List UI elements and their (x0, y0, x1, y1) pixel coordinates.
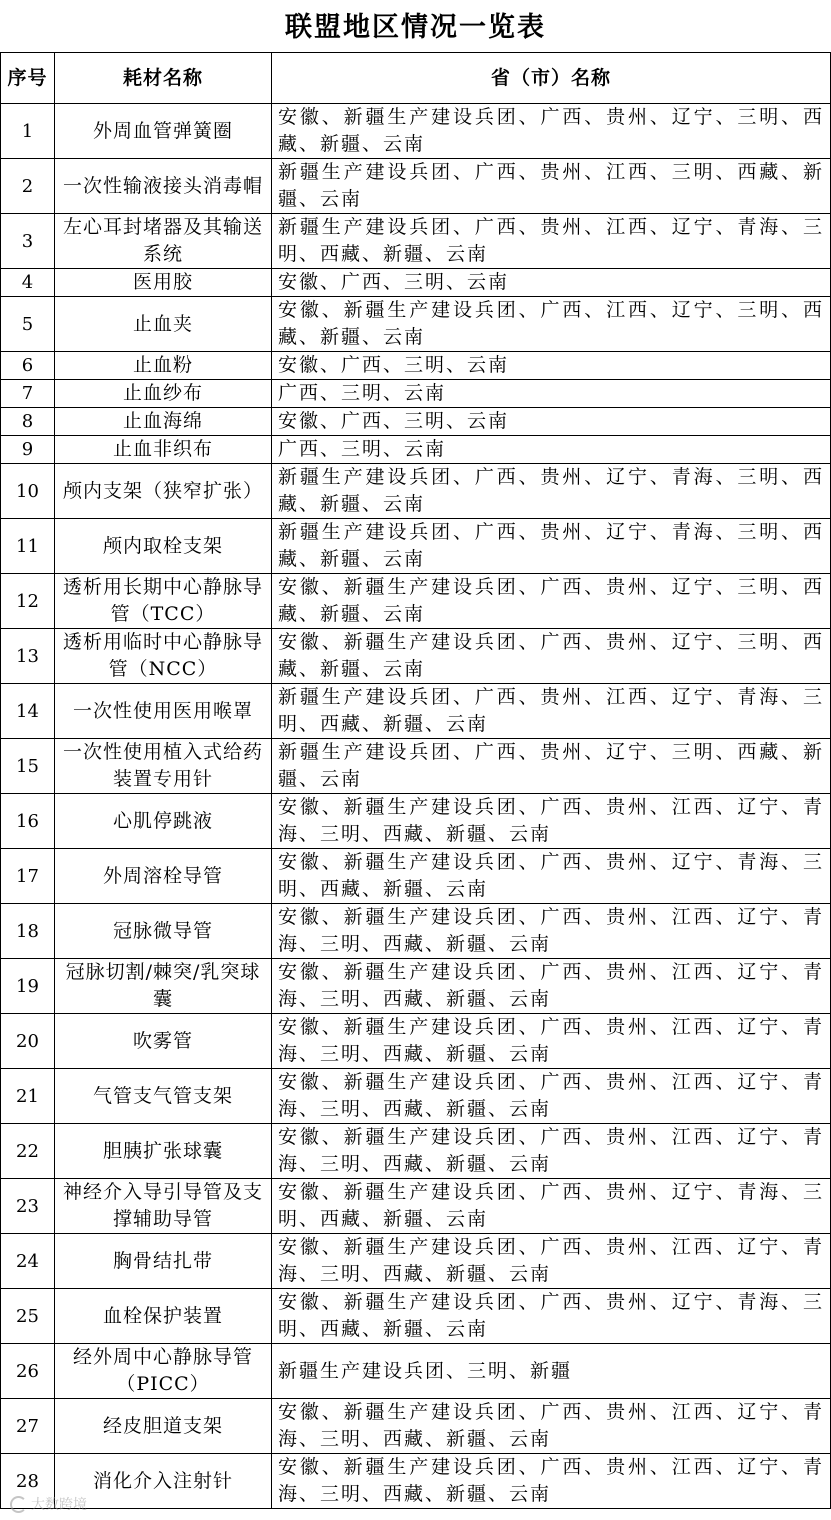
province-list: 安徽、新疆生产建设兵团、广西、贵州、江西、辽宁、青海、三明、西藏、新疆、云南 (272, 1069, 831, 1124)
province-list: 安徽、新疆生产建设兵团、广西、贵州、江西、辽宁、青海、三明、西藏、新疆、云南 (272, 1234, 831, 1289)
consumable-name: 止血海绵 (55, 408, 272, 436)
table-row (1, 1454, 831, 1509)
watermark (10, 1494, 87, 1514)
row-number: 4 (1, 269, 55, 297)
row-number: 6 (1, 352, 55, 380)
province-list: 安徽、广西、三明、云南 (272, 408, 831, 436)
consumable-name: 医用胶 (55, 269, 272, 297)
consumable-name: 神经介入导引导管及支撑辅助导管 (55, 1179, 272, 1234)
header-provinces: 省（市）名称 (272, 53, 831, 104)
table-row (1, 574, 831, 629)
consumable-name: 一次性使用医用喉罩 (55, 684, 272, 739)
table-row (1, 1399, 831, 1454)
consumable-name: 一次性使用植入式给药装置专用针 (55, 739, 272, 794)
table-row (1, 408, 831, 436)
table-row (1, 104, 831, 159)
row-number: 20 (1, 1014, 55, 1069)
consumable-name: 血栓保护装置 (55, 1289, 272, 1344)
table-row (1, 436, 831, 464)
consumable-name: 止血夹 (55, 297, 272, 352)
table-row (1, 1014, 831, 1069)
row-number: 7 (1, 380, 55, 408)
province-list: 新疆生产建设兵团、三明、新疆 (272, 1344, 831, 1399)
consumable-name: 胆胰扩张球囊 (55, 1124, 272, 1179)
row-number: 15 (1, 739, 55, 794)
row-number: 1 (1, 104, 55, 159)
watermark-text: 大数跨境 (31, 1497, 87, 1513)
row-number: 25 (1, 1289, 55, 1344)
row-number: 23 (1, 1179, 55, 1234)
province-list: 安徽、新疆生产建设兵团、广西、贵州、江西、辽宁、青海、三明、西藏、新疆、云南 (272, 1014, 831, 1069)
province-list: 安徽、新疆生产建设兵团、广西、贵州、江西、辽宁、青海、三明、西藏、新疆、云南 (272, 904, 831, 959)
consumable-name: 止血非织布 (55, 436, 272, 464)
consumable-name: 心肌停跳液 (55, 794, 272, 849)
table-row (1, 739, 831, 794)
province-list: 新疆生产建设兵团、广西、贵州、辽宁、青海、三明、西藏、新疆、云南 (272, 464, 831, 519)
table-row (1, 352, 831, 380)
province-list: 广西、三明、云南 (272, 380, 831, 408)
province-list: 安徽、新疆生产建设兵团、广西、贵州、辽宁、三明、西藏、新疆、云南 (272, 629, 831, 684)
consumable-name: 气管支气管支架 (55, 1069, 272, 1124)
table-row (1, 684, 831, 739)
table-row (1, 380, 831, 408)
row-number: 13 (1, 629, 55, 684)
region-table (0, 52, 831, 1509)
row-number: 9 (1, 436, 55, 464)
province-list: 安徽、新疆生产建设兵团、广西、江西、辽宁、三明、西藏、新疆、云南 (272, 297, 831, 352)
province-list: 安徽、新疆生产建设兵团、广西、贵州、江西、辽宁、青海、三明、西藏、新疆、云南 (272, 1399, 831, 1454)
province-list: 安徽、新疆生产建设兵团、广西、贵州、辽宁、三明、西藏、新疆、云南 (272, 104, 831, 159)
province-list: 安徽、新疆生产建设兵团、广西、贵州、辽宁、青海、三明、西藏、新疆、云南 (272, 1289, 831, 1344)
consumable-name: 一次性输液接头消毒帽 (55, 159, 272, 214)
table-row (1, 297, 831, 352)
row-number: 5 (1, 297, 55, 352)
table-body (1, 104, 831, 1509)
row-number: 16 (1, 794, 55, 849)
table-row (1, 1069, 831, 1124)
header-no: 序号 (1, 53, 55, 104)
consumable-name: 经皮胆道支架 (55, 1399, 272, 1454)
row-number: 8 (1, 408, 55, 436)
consumable-name: 胸骨结扎带 (55, 1234, 272, 1289)
consumable-name: 颅内取栓支架 (55, 519, 272, 574)
row-number: 26 (1, 1344, 55, 1399)
consumable-name: 透析用临时中心静脉导管（NCC） (55, 629, 272, 684)
table-row (1, 629, 831, 684)
row-number: 12 (1, 574, 55, 629)
table-row (1, 1179, 831, 1234)
consumable-name: 止血粉 (55, 352, 272, 380)
province-list: 安徽、新疆生产建设兵团、广西、贵州、江西、辽宁、青海、三明、西藏、新疆、云南 (272, 794, 831, 849)
province-list: 广西、三明、云南 (272, 436, 831, 464)
table-row (1, 269, 831, 297)
row-number: 14 (1, 684, 55, 739)
consumable-name: 消化介入注射针 (55, 1454, 272, 1509)
table-header-row (1, 53, 831, 104)
row-number: 10 (1, 464, 55, 519)
consumable-name: 吹雾管 (55, 1014, 272, 1069)
table-row (1, 214, 831, 269)
consumable-name: 经外周中心静脉导管（PICC） (55, 1344, 272, 1399)
consumable-name: 左心耳封堵器及其输送系统 (55, 214, 272, 269)
table-row (1, 1124, 831, 1179)
table-row (1, 159, 831, 214)
row-number: 21 (1, 1069, 55, 1124)
province-list: 新疆生产建设兵团、广西、贵州、辽宁、三明、西藏、新疆、云南 (272, 739, 831, 794)
table-row (1, 794, 831, 849)
province-list: 安徽、新疆生产建设兵团、广西、贵州、江西、辽宁、青海、三明、西藏、新疆、云南 (272, 959, 831, 1014)
row-number: 22 (1, 1124, 55, 1179)
table-row (1, 1289, 831, 1344)
table-row (1, 904, 831, 959)
watermark-logo-icon (10, 1496, 27, 1513)
consumable-name: 外周血管弹簧圈 (55, 104, 272, 159)
consumable-name: 外周溶栓导管 (55, 849, 272, 904)
row-number: 28 (1, 1454, 55, 1509)
row-number: 19 (1, 959, 55, 1014)
table-row (1, 959, 831, 1014)
table-row (1, 1234, 831, 1289)
row-number: 18 (1, 904, 55, 959)
province-list: 安徽、新疆生产建设兵团、广西、贵州、江西、辽宁、青海、三明、西藏、新疆、云南 (272, 1124, 831, 1179)
province-list: 新疆生产建设兵团、广西、贵州、江西、三明、西藏、新疆、云南 (272, 159, 831, 214)
table-row (1, 519, 831, 574)
consumable-name: 冠脉微导管 (55, 904, 272, 959)
province-list: 安徽、新疆生产建设兵团、广西、贵州、辽宁、青海、三明、西藏、新疆、云南 (272, 849, 831, 904)
consumable-name: 止血纱布 (55, 380, 272, 408)
row-number: 27 (1, 1399, 55, 1454)
table-row (1, 849, 831, 904)
row-number: 17 (1, 849, 55, 904)
province-list: 新疆生产建设兵团、广西、贵州、辽宁、青海、三明、西藏、新疆、云南 (272, 519, 831, 574)
province-list: 新疆生产建设兵团、广西、贵州、江西、辽宁、青海、三明、西藏、新疆、云南 (272, 684, 831, 739)
table-row (1, 1344, 831, 1399)
consumable-name: 颅内支架（狭窄扩张） (55, 464, 272, 519)
province-list: 新疆生产建设兵团、广西、贵州、江西、辽宁、青海、三明、西藏、新疆、云南 (272, 214, 831, 269)
row-number: 11 (1, 519, 55, 574)
row-number: 2 (1, 159, 55, 214)
province-list: 安徽、新疆生产建设兵团、广西、贵州、辽宁、青海、三明、西藏、新疆、云南 (272, 1179, 831, 1234)
consumable-name: 冠脉切割/棘突/乳突球囊 (55, 959, 272, 1014)
row-number: 3 (1, 214, 55, 269)
page-title: 联盟地区情况一览表 (285, 12, 546, 43)
header-name: 耗材名称 (55, 53, 272, 104)
province-list: 安徽、新疆生产建设兵团、广西、贵州、辽宁、三明、西藏、新疆、云南 (272, 574, 831, 629)
table-row (1, 464, 831, 519)
province-list: 安徽、广西、三明、云南 (272, 352, 831, 380)
province-list: 安徽、广西、三明、云南 (272, 269, 831, 297)
consumable-name: 透析用长期中心静脉导管（TCC） (55, 574, 272, 629)
province-list: 安徽、新疆生产建设兵团、广西、贵州、江西、辽宁、青海、三明、西藏、新疆、云南 (272, 1454, 831, 1509)
row-number: 24 (1, 1234, 55, 1289)
